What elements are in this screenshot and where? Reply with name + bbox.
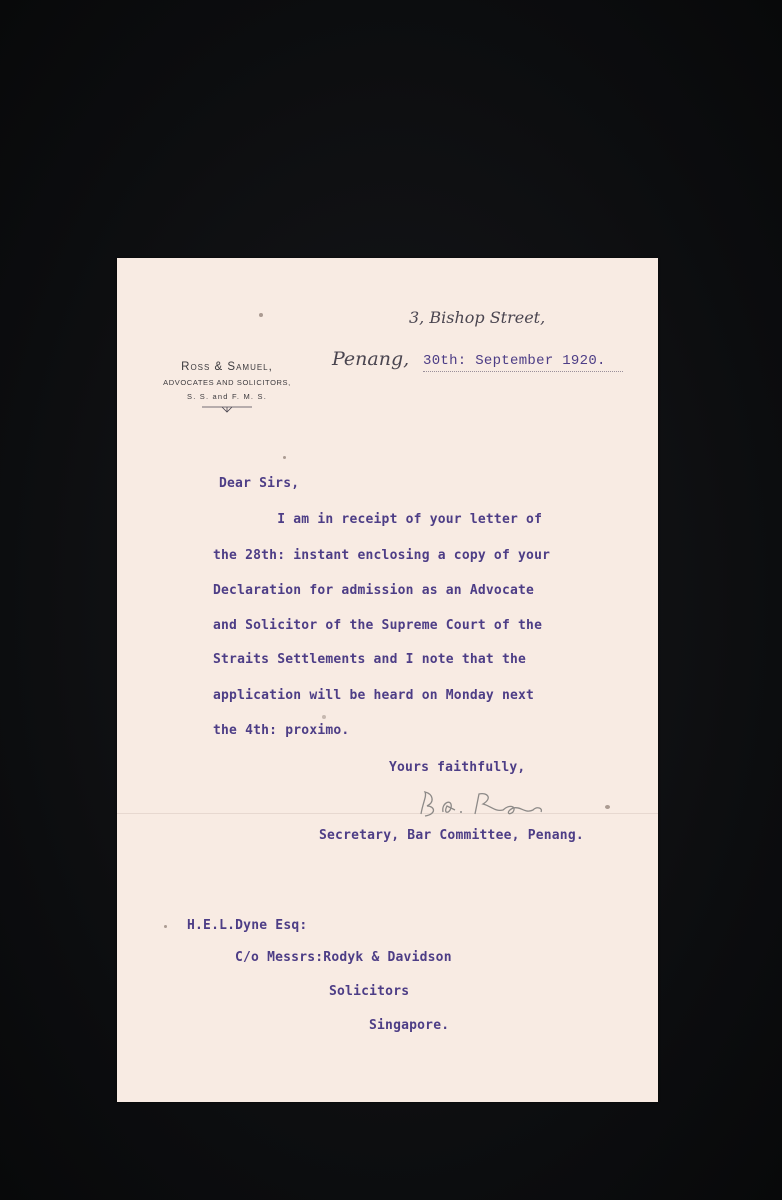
body-line: Declaration for admission as an Advocate bbox=[213, 583, 535, 598]
paper-speck bbox=[322, 715, 326, 719]
paper-speck bbox=[283, 456, 286, 459]
address-street: 3, Bishop Street, bbox=[409, 308, 546, 327]
salutation: Dear Sirs, bbox=[219, 476, 300, 491]
letter-date: 30th: September 1920. bbox=[423, 353, 606, 369]
address-city: Penang, bbox=[332, 348, 410, 370]
body-line: the 4th: proximo. bbox=[213, 723, 350, 738]
closing: Yours faithfully, bbox=[389, 760, 526, 775]
body-line: Straits Settlements and I note that the bbox=[213, 652, 527, 667]
letter-sheet bbox=[117, 258, 658, 1102]
body-line: the 28th: instant enclosing a copy of your bbox=[213, 548, 551, 563]
firm-letterhead bbox=[137, 361, 317, 413]
flourish-ornament bbox=[202, 405, 252, 413]
body-line: I am in receipt of your letter of bbox=[213, 512, 543, 527]
firm-title: ADVOCATES AND SOLICITORS, bbox=[163, 378, 291, 387]
handwritten-signature bbox=[413, 784, 603, 824]
signatory-title: Secretary, Bar Committee, Penang. bbox=[319, 828, 584, 843]
firm-name: Ross & Samuel, bbox=[181, 361, 273, 373]
recipient-role: Solicitors bbox=[329, 984, 410, 999]
paper-speck bbox=[164, 925, 167, 928]
date-dotted-line bbox=[423, 370, 623, 372]
body-line: and Solicitor of the Supreme Court of the bbox=[213, 618, 543, 633]
recipient-care-of: C/o Messrs:Rodyk & Davidson bbox=[235, 950, 452, 965]
paper-speck bbox=[605, 805, 610, 809]
recipient-city: Singapore. bbox=[369, 1018, 450, 1033]
paper-speck bbox=[259, 313, 263, 317]
body-line: application will be heard on Monday next bbox=[213, 688, 535, 703]
firm-region: S. S. and F. M. S. bbox=[187, 392, 267, 401]
recipient-name: H.E.L.Dyne Esq: bbox=[187, 918, 308, 933]
